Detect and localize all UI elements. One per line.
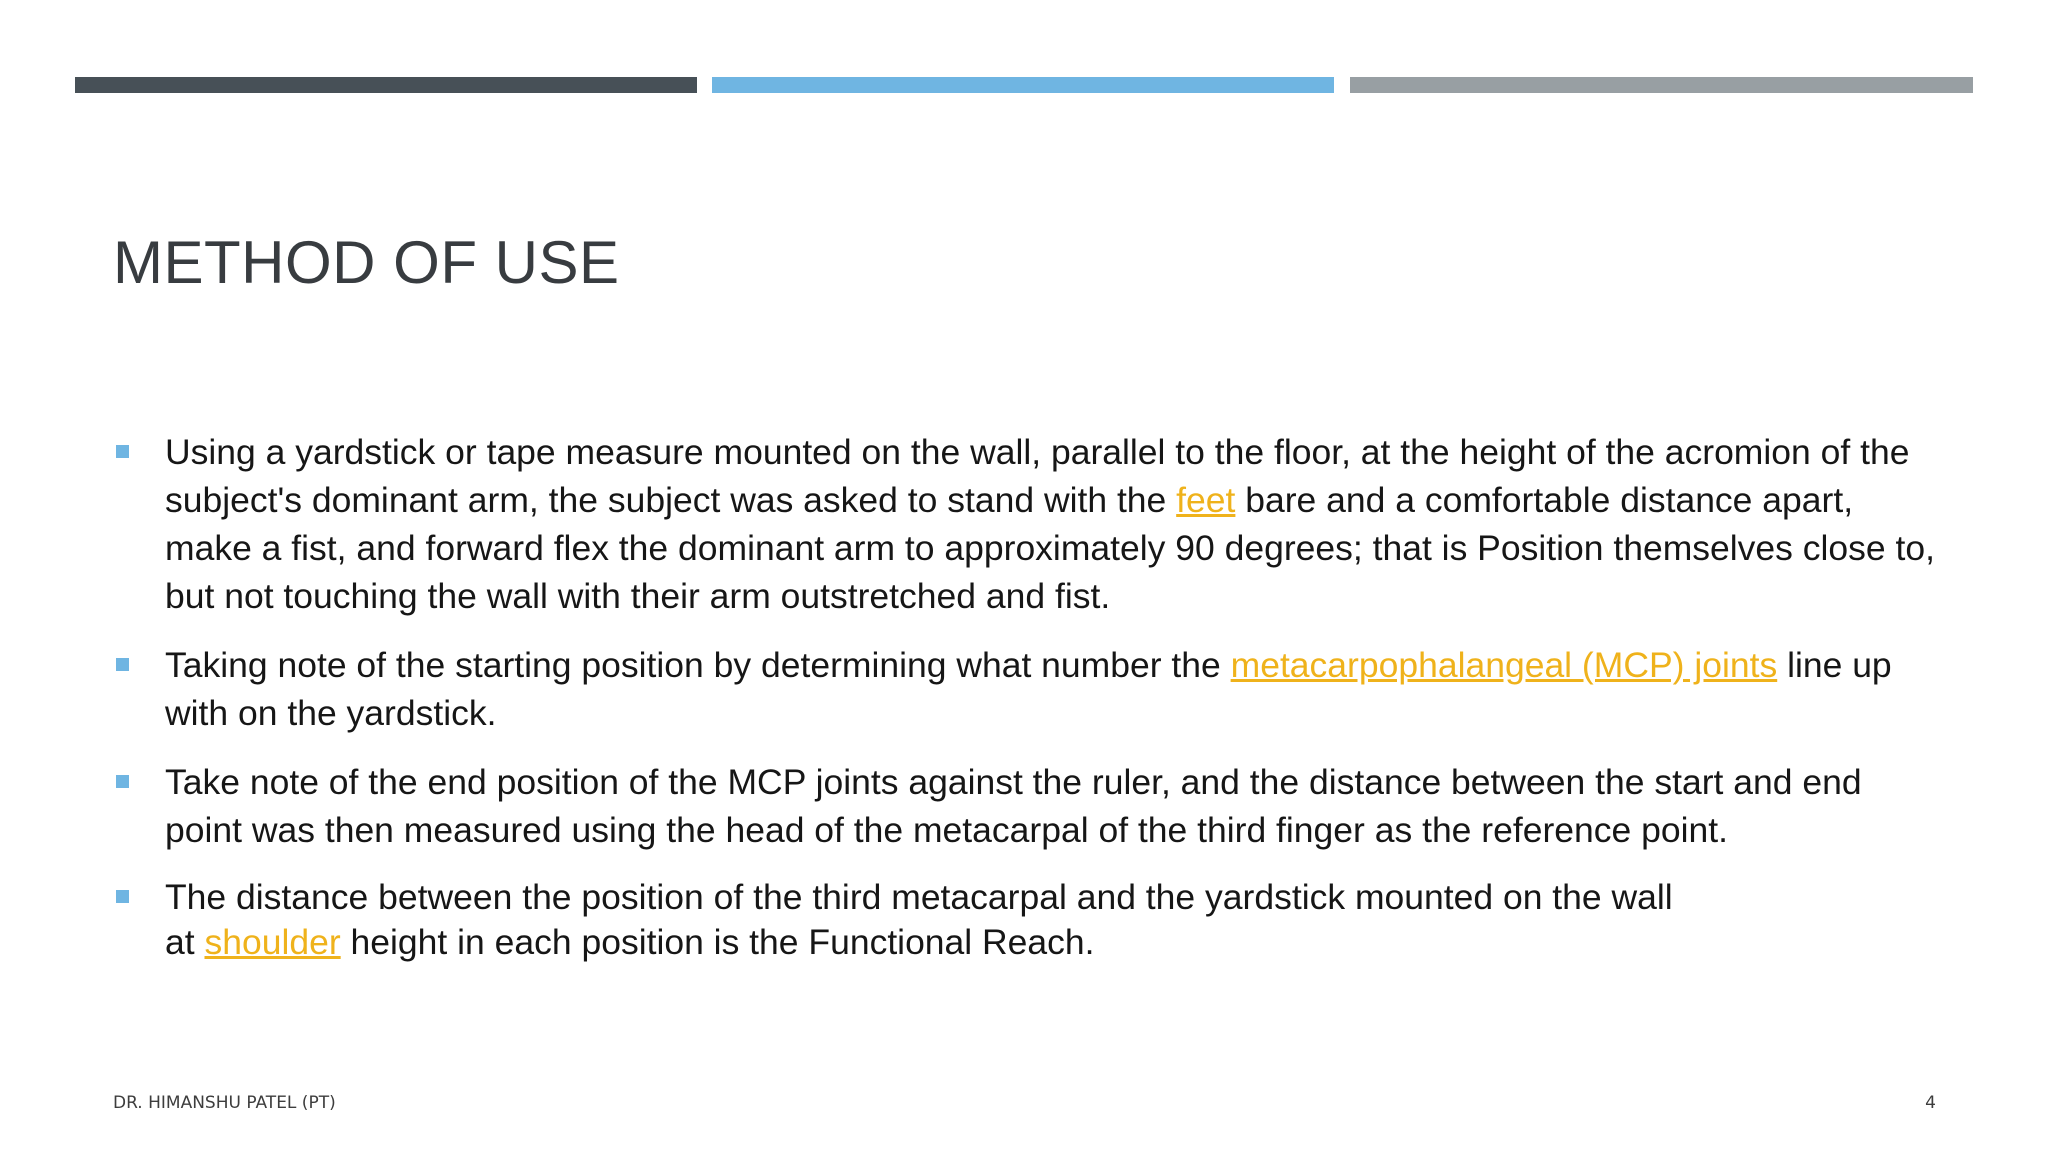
bullet-text: Using a yardstick or tape measure mounted on the wall, parallel to the floor, at the height of the acromion of the subject's dominant arm, the subject was asked to stand with the (165, 432, 1910, 520)
bullet-item (113, 875, 1943, 965)
bullet-text: at (165, 922, 205, 962)
link-shoulder[interactable]: shoulder (204, 922, 341, 962)
bullet-text: bare and a comfortable distance apart, make a fist, and forward flex the dominant arm to approximately 90 degrees; that is Position themselves close to, but not touching the wall with their arm outstretched and fist. (165, 480, 1935, 616)
slide-title: METHOD OF USE (113, 229, 620, 296)
page-number: 4 (1925, 1093, 1936, 1113)
bullet-text: height in each position is the Functional Reach. (340, 922, 1095, 962)
accent-bar-dark (75, 77, 697, 93)
accent-bar-blue (712, 77, 1334, 93)
bullet-text: Taking note of the starting position by determining what number the (165, 645, 1231, 685)
bullet-item (113, 758, 1943, 854)
bullet-list (113, 428, 1943, 986)
bullet-text: line up with on the yardstick. (165, 645, 1892, 733)
accent-bar-gray (1350, 77, 1973, 93)
link-mcp-joints[interactable]: metacarpophalangeal (MCP) joints (1230, 645, 1778, 685)
square-bullet-icon (116, 445, 129, 458)
square-bullet-icon (116, 775, 129, 788)
bullet-item (113, 428, 1943, 620)
footer-author: DR. HIMANSHU PATEL (PT) (113, 1093, 336, 1113)
square-bullet-icon (116, 658, 129, 671)
link-feet[interactable]: feet (1176, 480, 1236, 520)
bullet-item (113, 641, 1943, 737)
bullet-text: The distance between the position of the third metacarpal and the yardstick mounted on the wall (165, 877, 1673, 917)
square-bullet-icon (116, 890, 129, 903)
bullet-text: Take note of the end position of the MCP joints against the ruler, and the distance between the start and end point was then measured using the head of the metacarpal of the third finger as the reference point. (165, 762, 1862, 850)
